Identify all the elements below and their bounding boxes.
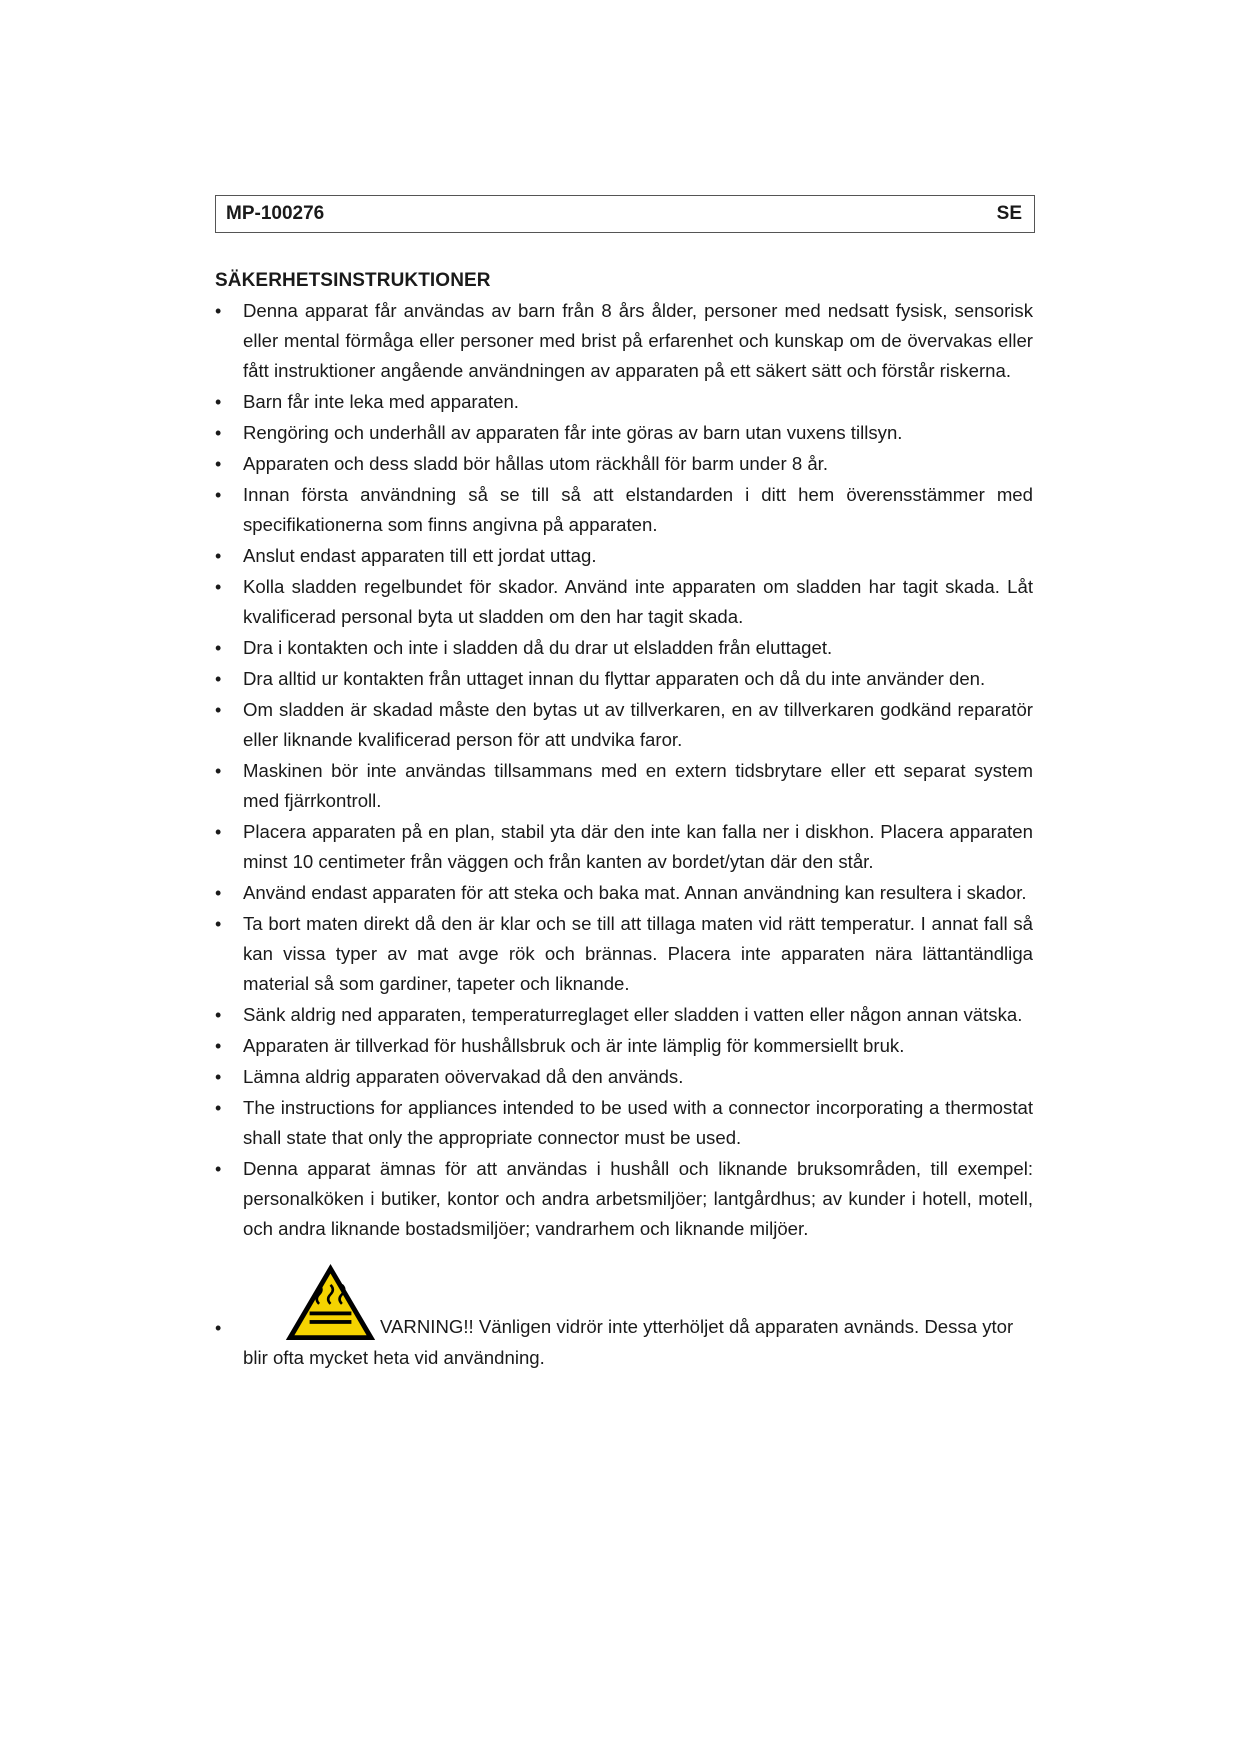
list-item: • Använd endast apparaten för att steka och baka mat. Annan användning kan resultera i skador.: [215, 882, 1027, 903]
list-item: • Barn får inte leka med apparaten.: [215, 391, 519, 412]
list-item: • Rengöring och underhåll av apparaten får inte göras av barn utan vuxens tillsyn.: [215, 422, 903, 443]
list-item: • Lämna aldrig apparaten oövervakad då den används.: [215, 1066, 684, 1087]
list-item: • Anslut endast apparaten till ett jordat uttag.: [215, 545, 597, 566]
warning-text-line1: VARNING!! Vänligen vidrör inte ytterhöljet då apparaten avnänds. Dessa ytor: [380, 1316, 1014, 1337]
list-item: • Om sladden är skadad måste den bytas ut av tillverkaren, en av tillverkaren godkänd reparatör eller liknande kvalificerad person för att undvika faror.: [215, 699, 1033, 750]
list-item: • Placera apparaten på en plan, stabil yta där den inte kan falla ner i diskhon. Placera apparaten minst 10 centimeter från väggen och från kanten av bordet/ytan där den står.: [215, 821, 1033, 872]
model-number: MP-100276: [226, 203, 325, 224]
list-item: • Dra i kontakten och inte i sladden då du drar ut elsladden från eluttaget.: [215, 637, 833, 658]
list-item: • Kolla sladden regelbundet för skador. Använd inte apparaten om sladden har tagit skada. Låt kvalificerad personal byta ut sladden om den har tagit skada.: [215, 576, 1033, 627]
list-item: • Sänk aldrig ned apparaten, temperaturreglaget eller sladden i vatten eller någon annan vätska.: [215, 1004, 1023, 1025]
list-item: • Ta bort maten direkt då den är klar och se till att tillaga maten vid rätt temperatur. I annat fall så kan vissa typer av mat avge rök och brännas. Placera inte apparaten nära lättantändliga material så som gardiner, tapeter och liknande.: [215, 913, 1033, 994]
section-title: SÄKERHETSINSTRUKTIONER: [215, 270, 491, 291]
warning-item: • VARNING!! Vänligen vidrör inte ytterhöljet då apparaten avnänds. Dessa ytor blir ofta mycket heta vid användning.: [215, 1261, 1033, 1373]
list-item: • Apparaten är tillverkad för hushållsbruk och är inte lämplig för kommersiellt bruk.: [215, 1035, 905, 1056]
list-item: • Maskinen bör inte användas tillsammans med en extern tidsbrytare eller ett separat system med fjärrkontroll.: [215, 760, 1033, 811]
list-item: • Dra alltid ur kontakten från uttaget innan du flyttar apparaten och då du inte använder den.: [215, 668, 986, 689]
safety-list: [215, 296, 1033, 1373]
list-item: • Apparaten och dess sladd bör hållas utom räckhåll för barm under 8 år.: [215, 453, 828, 474]
list-item: • Denna apparat ämnas för att användas i hushåll och liknande bruksområden, till exempel: personalköken i butiker, kontor och andra arbetsmiljöer; lantgårdhus; av kunder i hotell, motell, och andra liknande bostadsmiljöer; vandrarhem och liknande miljöer.: [215, 1158, 1033, 1239]
list-item: • Denna apparat får användas av barn från 8 års ålder, personer med nedsatt fysisk, sensorisk eller mental förmåga eller personer med brist på erfarenhet och kunskap om de övervakas eller fått instruktioner angående användningen av apparaten på ett säkert sätt och förstår riskerna.: [215, 300, 1033, 381]
header-box: [215, 195, 1035, 233]
list-item: • The instructions for appliances intended to be used with a connector incorporating a thermostat shall state that only the appropriate connector must be used.: [215, 1097, 1033, 1148]
hot-surface-warning-icon: [283, 1261, 378, 1343]
language-code: SE: [996, 203, 1022, 224]
list-item: • Innan första användning så se till så att elstandarden i ditt hem överensstämmer med specifikationerna som finns angivna på apparaten.: [215, 484, 1033, 535]
warning-text-line2: blir ofta mycket heta vid användning.: [243, 1347, 545, 1368]
